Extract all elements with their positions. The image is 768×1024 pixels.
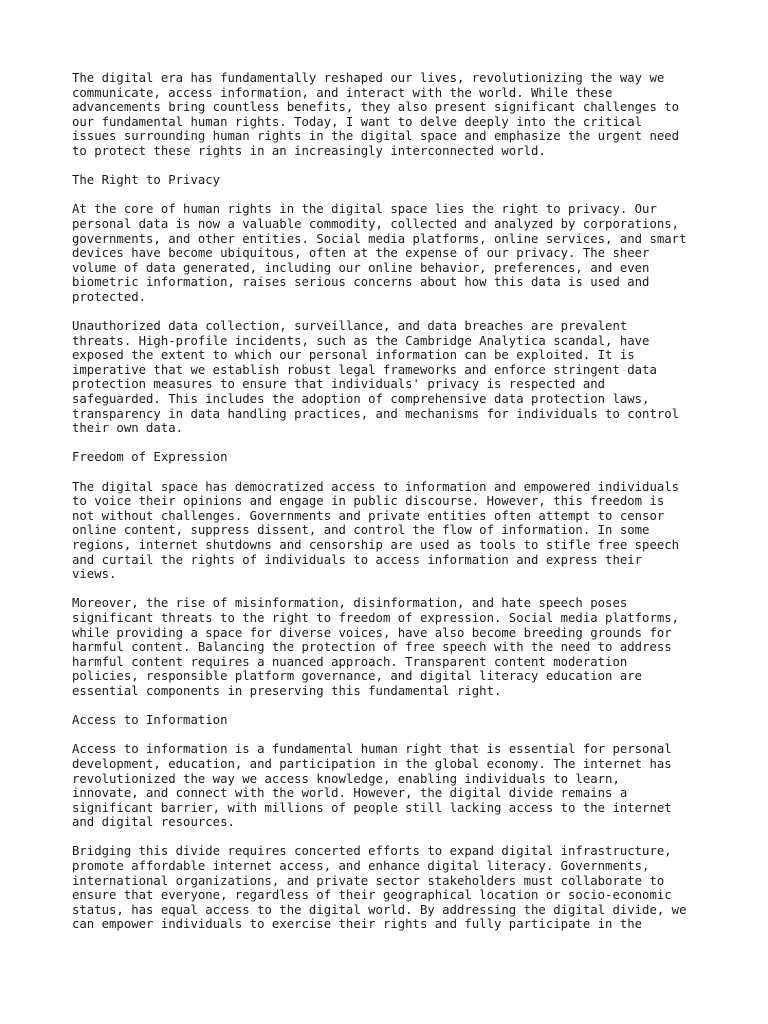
access-paragraph-1: Access to information is a fundamental human right that is essential for personal development, education, and participation in the global economy. The internet has revolutionized the way we access knowledge, enabling individuals to learn, innovate, and connect with the world. However, the digital divide remains a significant barrier, with millions of people still lacking access to the internet and digital resources. xyxy=(72,742,672,830)
access-paragraph-2: Bridging this divide requires concerted efforts to expand digital infrastructure, promote affordable internet access, and enhance digital literacy. Governments, international organizations, and private sector stakeholders must collaborate to ensure that everyone, regardless of their geographical location or socio-economic status, has equal access to the digital world. By addressing the digital divide, we can empower individuals to exercise their rights and fully participate in the xyxy=(72,844,687,932)
document-page xyxy=(72,71,712,947)
section-heading-privacy: The Right to Privacy xyxy=(72,173,221,188)
expression-paragraph-1: The digital space has democratized access to information and empowered individuals to voice their opinions and engage in public discourse. However, this freedom is not without challenges. Governments and private entities often attempt to censor online content, suppress dissent, and control the flow of information. In some regions, internet shutdowns and censorship are used as tools to stifle free speech and curtail the rights of individuals to access information and express their views. xyxy=(72,479,680,582)
intro-paragraph: The digital era has fundamentally reshaped our lives, revolutionizing the way we communicate, access information, and interact with the world. While these advancements bring countless benefits, they also present significant challenges to our fundamental human rights. Today, I want to delve deeply into the critical issues surrounding human rights in the digital space and emphasize the urgent need to protect these rights in an increasingly interconnected world. xyxy=(72,71,680,158)
section-heading-expression: Freedom of Expression xyxy=(72,450,228,465)
privacy-paragraph-2: Unauthorized data collection, surveillance, and data breaches are prevalent threats. High-profile incidents, such as the Cambridge Analytica scandal, have exposed the extent to which our personal information can be exploited. It is imperative that we establish robust legal frameworks and enforce stringent data protection measures to ensure that individuals' privacy is respected and safeguarded. This includes the adoption of comprehensive data protection laws, transparency in data handling practices, and mechanisms for individuals to control their own data. xyxy=(72,319,680,436)
privacy-paragraph-1: At the core of human rights in the digital space lies the right to privacy. Our personal data is now a valuable commodity, collected and analyzed by corporations, governments, and other entities. Social media platforms, online services, and smart devices have become ubiquitous, often at the expense of our privacy. The sheer volume of data generated, including our online behavior, preferences, and even biometric information, raises serious concerns about how this data is used and protected. xyxy=(72,202,687,304)
expression-paragraph-2: Moreover, the rise of misinformation, disinformation, and hate speech poses significant threats to the right to freedom of expression. Social media platforms, while providing a space for diverse voices, have also become breeding grounds for harmful content. Balancing the protection of free speech with the need to address harmful content requires a nuanced approach. Transparent content moderation policies, responsible platform governance, and digital literacy education are essential components in preserving this fundamental right. xyxy=(72,596,680,698)
section-heading-access: Access to Information xyxy=(72,713,228,728)
